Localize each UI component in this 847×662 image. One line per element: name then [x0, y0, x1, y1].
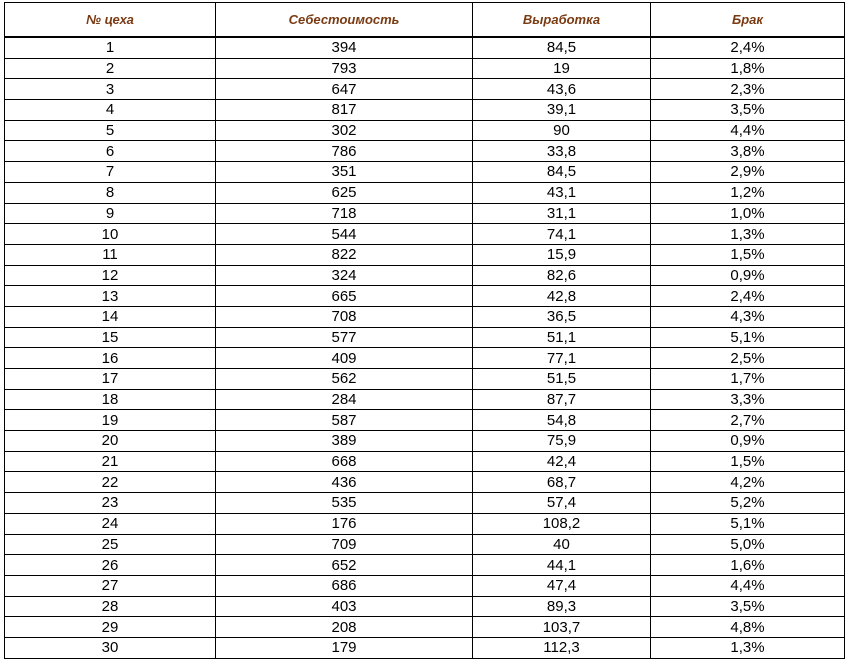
cell-workshop-number[interactable]: 5 — [5, 120, 216, 141]
cell-defect[interactable]: 4,4% — [651, 120, 845, 141]
table-body — [5, 37, 845, 658]
cell-defect[interactable]: 4,4% — [651, 575, 845, 596]
cell-output[interactable]: 19 — [473, 58, 651, 79]
cell-defect[interactable]: 2,4% — [651, 286, 845, 307]
cell-output[interactable]: 75,9 — [473, 431, 651, 452]
table-row — [5, 596, 845, 617]
cell-cost[interactable]: 544 — [216, 224, 473, 245]
cell-defect[interactable]: 5,1% — [651, 327, 845, 348]
cell-output[interactable]: 47,4 — [473, 575, 651, 596]
cell-defect[interactable]: 1,3% — [651, 224, 845, 245]
cell-cost[interactable]: 786 — [216, 141, 473, 162]
table-row — [5, 493, 845, 514]
cell-output[interactable]: 33,8 — [473, 141, 651, 162]
cell-output[interactable]: 74,1 — [473, 224, 651, 245]
cell-workshop-number[interactable]: 3 — [5, 79, 216, 100]
cell-workshop-number[interactable]: 7 — [5, 162, 216, 183]
cell-workshop-number[interactable]: 25 — [5, 534, 216, 555]
cell-defect[interactable]: 2,7% — [651, 410, 845, 431]
cell-output[interactable]: 43,6 — [473, 79, 651, 100]
cell-output[interactable]: 90 — [473, 120, 651, 141]
table-row — [5, 141, 845, 162]
cell-output[interactable]: 57,4 — [473, 493, 651, 514]
cell-defect[interactable]: 3,5% — [651, 100, 845, 121]
cell-workshop-number[interactable]: 1 — [5, 37, 216, 58]
cell-cost[interactable]: 709 — [216, 534, 473, 555]
cell-cost[interactable]: 324 — [216, 265, 473, 286]
table-row — [5, 369, 845, 390]
table-row — [5, 265, 845, 286]
cell-cost[interactable]: 208 — [216, 617, 473, 638]
cell-cost[interactable]: 718 — [216, 203, 473, 224]
table-row — [5, 348, 845, 369]
cell-output[interactable]: 108,2 — [473, 513, 651, 534]
header-workshop-number[interactable]: № цеха — [5, 3, 216, 38]
cell-defect[interactable]: 1,6% — [651, 555, 845, 576]
table-row — [5, 224, 845, 245]
cell-defect[interactable]: 2,5% — [651, 348, 845, 369]
table-row — [5, 120, 845, 141]
cell-cost[interactable]: 587 — [216, 410, 473, 431]
header-row — [5, 3, 845, 38]
cell-output[interactable]: 51,1 — [473, 327, 651, 348]
cell-workshop-number[interactable]: 30 — [5, 637, 216, 658]
header-defect[interactable]: Брак — [651, 3, 845, 38]
cell-workshop-number[interactable]: 23 — [5, 493, 216, 514]
cell-cost[interactable]: 284 — [216, 389, 473, 410]
cell-cost[interactable]: 708 — [216, 306, 473, 327]
cell-workshop-number[interactable]: 27 — [5, 575, 216, 596]
cell-cost[interactable]: 817 — [216, 100, 473, 121]
cell-cost[interactable]: 793 — [216, 58, 473, 79]
cell-defect[interactable]: 1,0% — [651, 203, 845, 224]
cell-cost[interactable]: 822 — [216, 244, 473, 265]
table-row — [5, 79, 845, 100]
table-row — [5, 162, 845, 183]
table-row — [5, 534, 845, 555]
table-row — [5, 617, 845, 638]
cell-defect[interactable]: 4,8% — [651, 617, 845, 638]
cell-workshop-number[interactable]: 13 — [5, 286, 216, 307]
cell-output[interactable]: 31,1 — [473, 203, 651, 224]
table-row — [5, 410, 845, 431]
cell-defect[interactable]: 0,9% — [651, 431, 845, 452]
cell-defect[interactable]: 4,3% — [651, 306, 845, 327]
cell-defect[interactable]: 5,0% — [651, 534, 845, 555]
cell-defect[interactable]: 3,5% — [651, 596, 845, 617]
cell-defect[interactable]: 0,9% — [651, 265, 845, 286]
cell-workshop-number[interactable]: 18 — [5, 389, 216, 410]
header-output[interactable]: Выработка — [473, 3, 651, 38]
cell-output[interactable]: 51,5 — [473, 369, 651, 390]
cell-workshop-number[interactable]: 8 — [5, 182, 216, 203]
cell-defect[interactable]: 1,8% — [651, 58, 845, 79]
cell-workshop-number[interactable]: 11 — [5, 244, 216, 265]
cell-output[interactable]: 40 — [473, 534, 651, 555]
table-row — [5, 100, 845, 121]
cell-workshop-number[interactable]: 17 — [5, 369, 216, 390]
table-row — [5, 37, 845, 58]
cell-defect[interactable]: 5,1% — [651, 513, 845, 534]
cell-workshop-number[interactable]: 26 — [5, 555, 216, 576]
cell-cost[interactable]: 351 — [216, 162, 473, 183]
cell-defect[interactable]: 3,8% — [651, 141, 845, 162]
cell-output[interactable]: 15,9 — [473, 244, 651, 265]
cell-cost[interactable]: 409 — [216, 348, 473, 369]
cell-output[interactable]: 103,7 — [473, 617, 651, 638]
cell-workshop-number[interactable]: 29 — [5, 617, 216, 638]
cell-workshop-number[interactable]: 19 — [5, 410, 216, 431]
table-row — [5, 327, 845, 348]
cell-defect[interactable]: 1,7% — [651, 369, 845, 390]
cell-cost[interactable]: 647 — [216, 79, 473, 100]
cell-defect[interactable]: 1,5% — [651, 244, 845, 265]
table-row — [5, 637, 845, 658]
cell-workshop-number[interactable]: 14 — [5, 306, 216, 327]
cell-cost[interactable]: 403 — [216, 596, 473, 617]
table-row — [5, 389, 845, 410]
cell-output[interactable]: 82,6 — [473, 265, 651, 286]
cell-cost[interactable]: 577 — [216, 327, 473, 348]
table-row — [5, 182, 845, 203]
data-sheet — [4, 2, 845, 659]
table-row — [5, 203, 845, 224]
cell-output[interactable]: 42,4 — [473, 451, 651, 472]
cell-cost[interactable]: 436 — [216, 472, 473, 493]
table-row — [5, 244, 845, 265]
cell-cost[interactable]: 179 — [216, 637, 473, 658]
cell-cost[interactable]: 535 — [216, 493, 473, 514]
cell-output[interactable]: 44,1 — [473, 555, 651, 576]
table-row — [5, 472, 845, 493]
cell-cost[interactable]: 668 — [216, 451, 473, 472]
cell-workshop-number[interactable]: 28 — [5, 596, 216, 617]
cell-workshop-number[interactable]: 24 — [5, 513, 216, 534]
cell-cost[interactable]: 625 — [216, 182, 473, 203]
cell-output[interactable]: 68,7 — [473, 472, 651, 493]
cell-output[interactable]: 54,8 — [473, 410, 651, 431]
cell-workshop-number[interactable]: 6 — [5, 141, 216, 162]
cell-defect[interactable]: 2,4% — [651, 37, 845, 58]
cell-output[interactable]: 39,1 — [473, 100, 651, 121]
cell-cost[interactable]: 652 — [216, 555, 473, 576]
cell-defect[interactable]: 1,5% — [651, 451, 845, 472]
cell-workshop-number[interactable]: 22 — [5, 472, 216, 493]
cell-workshop-number[interactable]: 9 — [5, 203, 216, 224]
cell-output[interactable]: 112,3 — [473, 637, 651, 658]
cell-output[interactable]: 84,5 — [473, 37, 651, 58]
cell-output[interactable]: 89,3 — [473, 596, 651, 617]
table-row — [5, 451, 845, 472]
cell-defect[interactable]: 3,3% — [651, 389, 845, 410]
cell-defect[interactable]: 4,2% — [651, 472, 845, 493]
table-row — [5, 575, 845, 596]
table-row — [5, 513, 845, 534]
cell-workshop-number[interactable]: 15 — [5, 327, 216, 348]
cell-output[interactable]: 36,5 — [473, 306, 651, 327]
table-row — [5, 58, 845, 79]
cell-defect[interactable]: 1,3% — [651, 637, 845, 658]
cell-cost[interactable]: 176 — [216, 513, 473, 534]
cell-cost[interactable]: 562 — [216, 369, 473, 390]
cell-output[interactable]: 84,5 — [473, 162, 651, 183]
cell-cost[interactable]: 686 — [216, 575, 473, 596]
cell-output[interactable]: 77,1 — [473, 348, 651, 369]
cell-workshop-number[interactable]: 10 — [5, 224, 216, 245]
cell-defect[interactable]: 1,2% — [651, 182, 845, 203]
table-row — [5, 555, 845, 576]
cell-output[interactable]: 43,1 — [473, 182, 651, 203]
cell-output[interactable]: 42,8 — [473, 286, 651, 307]
cell-defect[interactable]: 5,2% — [651, 493, 845, 514]
cell-workshop-number[interactable]: 21 — [5, 451, 216, 472]
cell-cost[interactable]: 389 — [216, 431, 473, 452]
cell-workshop-number[interactable]: 16 — [5, 348, 216, 369]
cell-workshop-number[interactable]: 4 — [5, 100, 216, 121]
cell-workshop-number[interactable]: 20 — [5, 431, 216, 452]
cell-output[interactable]: 87,7 — [473, 389, 651, 410]
workshop-table — [4, 2, 845, 659]
table-row — [5, 306, 845, 327]
cell-workshop-number[interactable]: 2 — [5, 58, 216, 79]
table-row — [5, 431, 845, 452]
cell-cost[interactable]: 302 — [216, 120, 473, 141]
cell-cost[interactable]: 665 — [216, 286, 473, 307]
table-row — [5, 286, 845, 307]
cell-defect[interactable]: 2,3% — [651, 79, 845, 100]
cell-defect[interactable]: 2,9% — [651, 162, 845, 183]
cell-cost[interactable]: 394 — [216, 37, 473, 58]
header-cost[interactable]: Себестоимость — [216, 3, 473, 38]
cell-workshop-number[interactable]: 12 — [5, 265, 216, 286]
